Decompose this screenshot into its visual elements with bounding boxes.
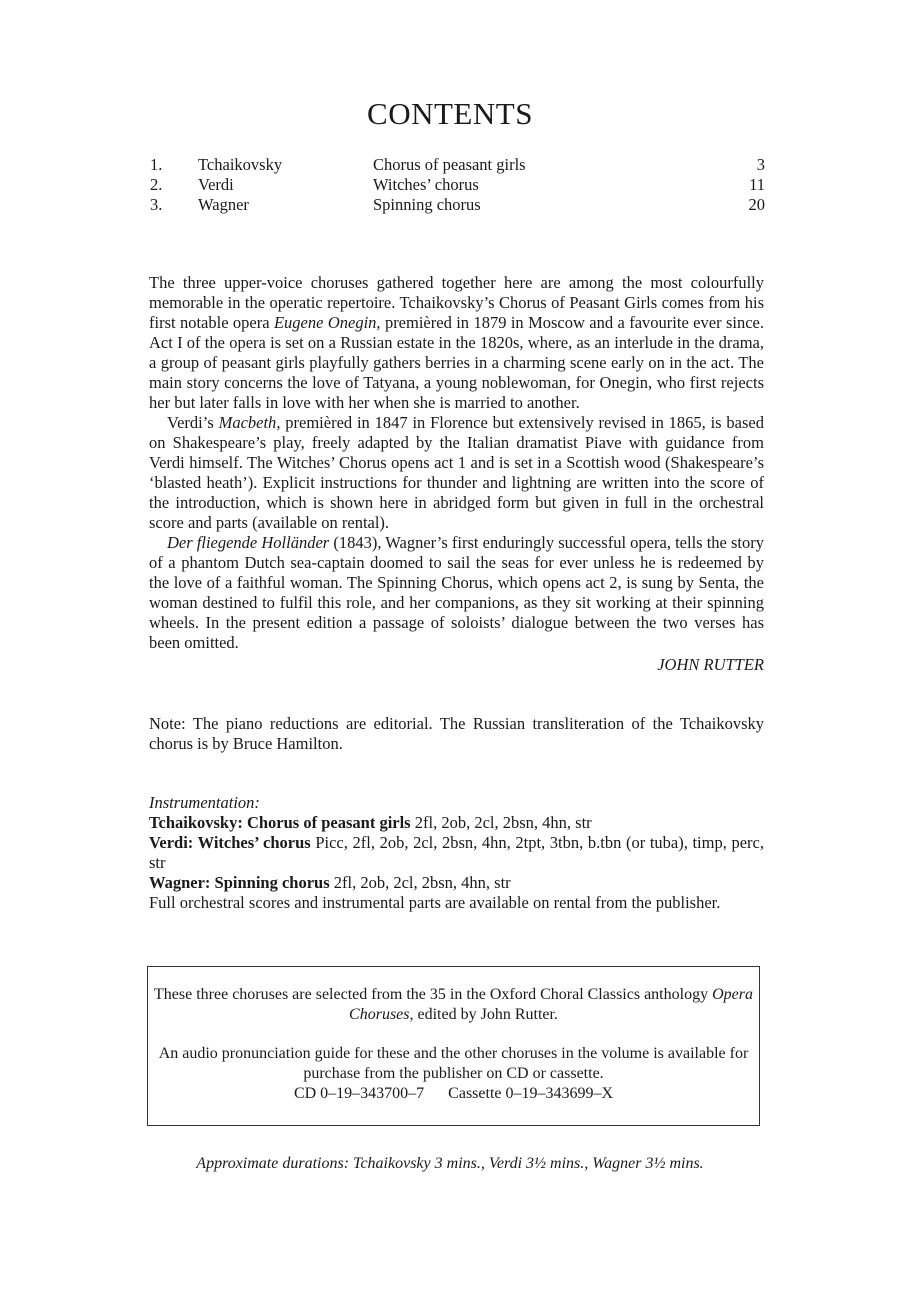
instrumentation [149,793,764,913]
intro-text: (1843), Wagner’s first enduringly successful opera, tells the story of a phantom Dutch sea-captain doomed to sail the seas for ever unless he is redeemed by the love of a faithful woman. The Spinning Chorus, which opens act 2, is sung by Senta, the woman destined to fulfil this role, and her companions, as they sit working at their spinning wheels. In the present edition a passage of soloists’ dialogue between the two verses has been omitted. [149,533,764,652]
toc-row [150,155,765,175]
contents-list [150,155,765,215]
instrumentation-tchaikovsky [149,813,764,833]
toc-page: 20 [748,195,765,214]
toc-composer: Verdi [198,175,234,194]
instrumentation-heading: Instrumentation: [149,793,260,812]
opera-title: Der fliegende Holländer [167,533,330,552]
intro-paragraph-wagner [149,533,764,653]
instrumentation-label: Tchaikovsky: Chorus of peasant girls [149,813,411,832]
introduction [149,273,764,675]
intro-paragraph-tchaikovsky [149,273,764,413]
intro-text: Verdi’s [167,413,219,432]
instrumentation-verdi [149,833,764,873]
instrumentation-text: Picc, 2fl, 2ob, 2cl, 2bsn, 4hn, 2tpt, 3tbn, b.tbn (or tuba), timp, perc, str [149,833,764,872]
toc-title: Witches’ chorus [373,175,479,194]
box-text: An audio pronunciation guide for these and the other choruses in the volume is available for purchase from the publisher on CD or cassette. [158,1045,749,1082]
instrumentation-label: Verdi: Witches’ chorus [149,833,311,852]
intro-text: The three upper-voice choruses gathered together here are among the most colourfully memorable in the operatic repertoire. Tchaikovsky’s Chorus of Peasant Girls comes from his first notable opera [149,273,764,332]
toc-row [150,195,765,215]
intro-text: , premièred in 1847 in Florence but extensively revised in 1865, is based on Shakespeare’s play, freely adapted by the Italian dramatist Piave with guidance from Verdi himself. The Witches’ Chorus opens act 1 and is set in a Scottish wood (Shakespeare’s ‘blasted heath’). Explicit instructions for thunder and lightning are written into the score of the introduction, which is shown here in abridged form but given in full in the orchestral score and parts (available on rental). [149,413,764,532]
instrumentation-text: 2fl, 2ob, 2cl, 2bsn, 4hn, str [329,873,511,892]
approximate-durations: Approximate durations: Tchaikovsky 3 mins., Verdi 3½ mins., Wagner 3½ mins. [196,1155,704,1172]
instrumentation-text: 2fl, 2ob, 2cl, 2bsn, 4hn, str [410,813,592,832]
signature: JOHN RUTTER [657,655,764,674]
audio-guide-note [148,1044,759,1104]
toc-number: 2. [150,175,163,194]
toc-page: 11 [749,175,765,194]
anthology-note [148,985,759,1025]
page-title: CONTENTS [367,96,533,131]
info-box [147,966,760,1126]
intro-paragraph-verdi [149,413,764,533]
box-text: , edited by John Rutter. [409,1006,558,1023]
opera-title: Eugene Onegin [273,313,377,332]
toc-row [150,175,765,195]
toc-title: Spinning chorus [373,195,481,214]
toc-composer: Wagner [198,195,249,214]
intro-text: , premièred in 1879 in Moscow and a favourite ever since. Act I of the opera is set on a Russian estate in the 1820s, where, as an interlude in the drama, a group of peasant girls playfully gathers berries in a charming scene early on in the act. The main story concerns the love of Tatyana, a young noblewoman, for Onegin, who first rejects her but later falls in love with her when she is married to another. [149,313,764,412]
rental-note: Full orchestral scores and instrumental parts are available on rental from the publisher. [149,893,721,912]
toc-number: 3. [150,195,163,214]
toc-number: 1. [150,155,163,174]
anthology-title: Opera Choruses [349,986,753,1023]
toc-page: 3 [756,155,765,174]
box-text: These three choruses are selected from the 35 in the Oxford Choral Classics anthology [154,986,713,1003]
instrumentation-wagner [149,873,764,893]
toc-composer: Tchaikovsky [198,155,283,174]
opera-title: Macbeth [218,413,277,432]
cassette-number: Cassette 0–19–343699–X [448,1085,614,1102]
catalogue-numbers [148,1084,759,1104]
toc-title: Chorus of peasant girls [373,155,526,174]
instrumentation-label: Wagner: Spinning chorus [149,873,330,892]
editorial-note: Note: The piano reductions are editorial. The Russian transliteration of the Tchaikovsky chorus is by Bruce Hamilton. [149,714,764,753]
cd-number: CD 0–19–343700–7 [293,1085,425,1102]
